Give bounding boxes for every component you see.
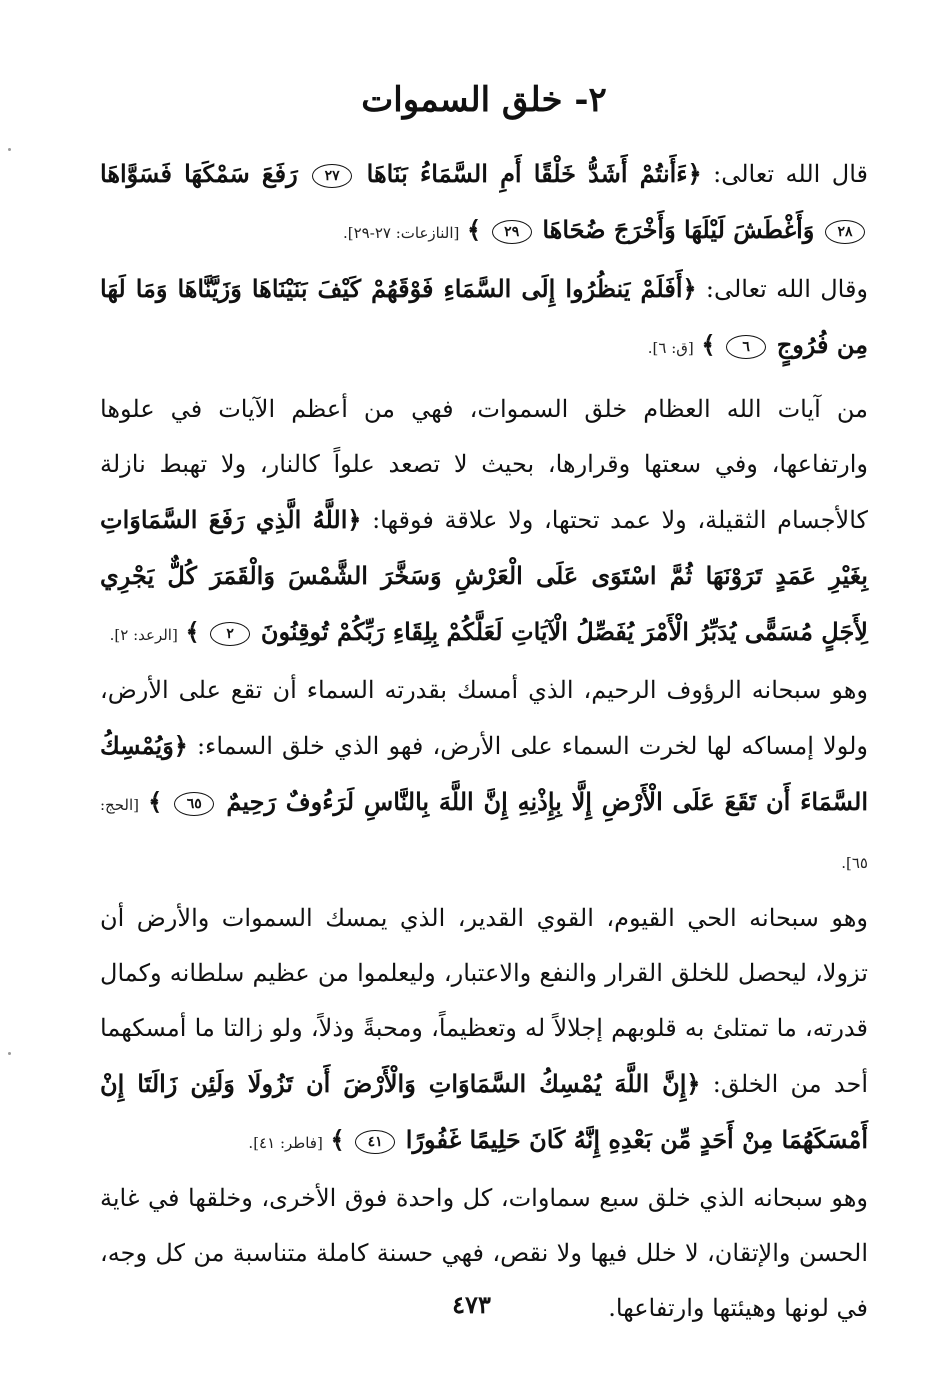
verse-close-bracket: ﴾ (330, 1125, 345, 1154)
page-number: ٤٧٣ (452, 1290, 491, 1319)
verse-close-bracket: ﴾ (467, 215, 482, 244)
verse-number-badge: ٦ (726, 335, 766, 359)
verse-number-badge: ٦٥ (174, 792, 214, 816)
quran-verse: ﴿ءَأَنتُمْ أَشَدُّ خَلْقًا أَمِ السَّمَاءُ بَنَاهَا (366, 159, 702, 188)
verse-reference: [الرعد: ٢]. (109, 626, 178, 644)
verse-number-badge: ٢٩ (492, 220, 532, 244)
verse-reference: [فاطر: ٤١]. (248, 1134, 323, 1152)
paragraph-1 (100, 146, 868, 261)
paragraph-4 (100, 663, 868, 891)
quran-verse: ﴿إِنَّ اللَّهَ يُمْسِكُ السَّمَاوَاتِ وَالْأَرْضَ أَن تَزُولَا وَلَئِن زَالَتَا إِنْ أَمْسَكَهُمَا مِنْ أَحَدٍ مِّن بَعْدِهِ إِنَّهُ كَانَ حَلِيمًا غَفُورًا (100, 1069, 868, 1154)
verse-number-badge: ٢٧ (312, 164, 352, 188)
verse-close-bracket: ﴾ (148, 787, 163, 816)
intro-text: قال الله تعالى: (701, 160, 868, 188)
margin-mark (8, 148, 11, 151)
document-page (100, 70, 868, 1336)
quran-verse: ﴿وَيُمْسِكُ السَّمَاءَ أَن تَقَعَ عَلَى الْأَرْضِ إِلَّا بِإِذْنِهِ إِنَّ اللَّهَ بِالنَّاسِ لَرَءُوفٌ رَحِيمٌ (100, 731, 868, 816)
verse-reference: [النازعات: ٢٧-٢٩]. (343, 224, 460, 242)
verse-number-badge: ٢ (210, 622, 250, 646)
verse-reference: [الحج: ٦٥]. (100, 796, 868, 872)
quran-verse: رَفَعَ سَمْكَهَا فَسَوَّاهَا (100, 159, 298, 188)
page-title: ٢- خلق السموات (361, 80, 607, 120)
intro-text: وقال الله تعالى: (696, 275, 869, 303)
body-text: من آيات الله العظام خلق السموات، فهي من أعظم الآيات في علوها وارتفاعها، وفي سعتها وقرارها، بحيث لا تصعد علواً كالنار، ولا تهبط نازلة كالأجسام الثقيلة، ولا عمد تحتها، ولا علاقة فوقها: (100, 395, 868, 534)
quran-verse: وَأَغْطَشَ لَيْلَهَا وَأَخْرَجَ ضُحَاهَا (542, 215, 815, 244)
verse-reference: [ق: ٦]. (647, 339, 694, 357)
verse-close-bracket: ﴾ (701, 330, 716, 359)
body-text: وهو سبحانه الذي خلق سبع سماوات، كل واحدة فوق الأخرى، وخلقها في غاية الحسن والإتقان، لا خلل فيها ولا نقص، فهي حسنة كاملة متناسبة من كل وجه، في لونها وهيئتها وارتفاعها. (100, 1184, 868, 1322)
quran-verse: ﴿اللَّهُ الَّذِي رَفَعَ السَّمَاوَاتِ بِغَيْرِ عَمَدٍ تَرَوْنَهَا ثُمَّ اسْتَوَى عَلَى الْعَرْشِ وَسَخَّرَ الشَّمْسَ وَالْقَمَرَ كُلٌّ يَجْرِي لِأَجَلٍ مُسَمًّى يُدَبِّرُ الْأَمْرَ يُفَصِّلُ الْآيَاتِ لَعَلَّكُمْ بِلِقَاءِ رَبِّكُمْ تُوقِنُونَ (100, 505, 868, 646)
paragraph-2 (100, 261, 868, 376)
paragraph-3 (100, 382, 868, 663)
margin-mark (8, 1052, 11, 1055)
body-text: وهو سبحانه الحي القيوم، القوي القدير، الذي يمسك السموات والأرض أن تزولا، ليحصل للخلق القرار والنفع والاعتبار، وليعلموا من عظيم سلطانه وكمال قدرته، ما تمتلئ به قلوبهم إجلالاً له وتعظيماً، ومحبةً وذلاً، ولو زالتا ما أمسكهما أحد من الخلق: (100, 904, 868, 1098)
paragraph-5 (100, 891, 868, 1171)
body-text: وهو سبحانه الرؤوف الرحيم، الذي أمسك بقدرته السماء أن تقع على الأرض، ولولا إمساكه لها لخرت السماء على الأرض، فهو الذي خلق السماء: (100, 676, 868, 760)
verse-number-badge: ٤١ (355, 1130, 395, 1154)
verse-close-bracket: ﴾ (185, 617, 200, 646)
quran-verse: ﴿أَفَلَمْ يَنظُرُوا إِلَى السَّمَاءِ فَوْقَهُمْ كَيْفَ بَنَيْنَاهَا وَزَيَّنَّاهَا وَمَا لَهَا مِن فُرُوجٍ (100, 274, 868, 359)
verse-number-badge: ٢٨ (825, 220, 865, 244)
